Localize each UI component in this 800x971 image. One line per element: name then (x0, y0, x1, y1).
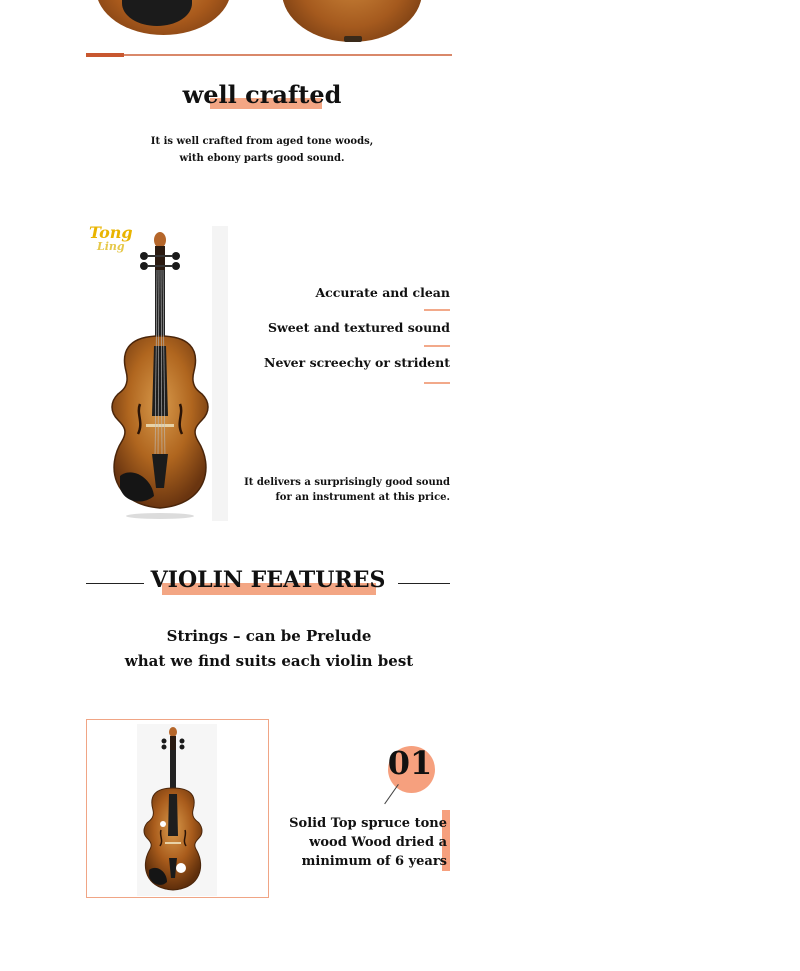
summary-line: It delivers a surprisingly good sound (244, 477, 450, 488)
logo-text: Tong (89, 223, 133, 242)
description-line: Solid Top spruce tone (289, 816, 447, 831)
feature-01-description (280, 814, 447, 871)
subtitle-line: Strings – can be Prelude (166, 627, 372, 645)
heading-rule-left (86, 583, 144, 584)
sound-feature-item: Never screechy or strident (264, 355, 450, 370)
description-line: with ebony parts good sound. (179, 153, 345, 164)
summary-line: for an instrument at this price. (275, 492, 450, 503)
violin-features-title: VIOLIN FEATURES (150, 567, 386, 593)
violin-illustration (137, 724, 217, 896)
well-crafted-title: well crafted (182, 80, 342, 109)
violin-photo (92, 226, 228, 521)
heading-rule-right (398, 583, 450, 584)
feature-underline (424, 309, 450, 311)
badge-pointer-line (384, 784, 399, 804)
feature-underline (424, 345, 450, 347)
section-divider-accent (86, 53, 124, 57)
description-line: minimum of 6 years (301, 854, 447, 869)
section-divider (86, 54, 452, 56)
sound-feature-item: Accurate and clean (315, 285, 450, 300)
subtitle-line: what we find suits each violin best (124, 652, 414, 670)
feature-number: 01 (387, 744, 433, 782)
description-line: wood Wood dried a (309, 835, 447, 850)
brand-logo (89, 223, 133, 258)
endpin (344, 36, 362, 42)
feature-photo-frame (86, 719, 269, 898)
sound-feature-item: Sweet and textured sound (267, 320, 450, 335)
violin-features-subtitle (86, 624, 452, 674)
violin-illustration (92, 226, 228, 521)
logo-text: Ling (97, 240, 125, 253)
description-line: It is well crafted from aged tone woods, (150, 136, 374, 147)
top-violin-photos (86, 0, 452, 52)
well-crafted-description (86, 133, 438, 167)
feature-underline (424, 382, 450, 384)
sound-summary (240, 475, 450, 505)
